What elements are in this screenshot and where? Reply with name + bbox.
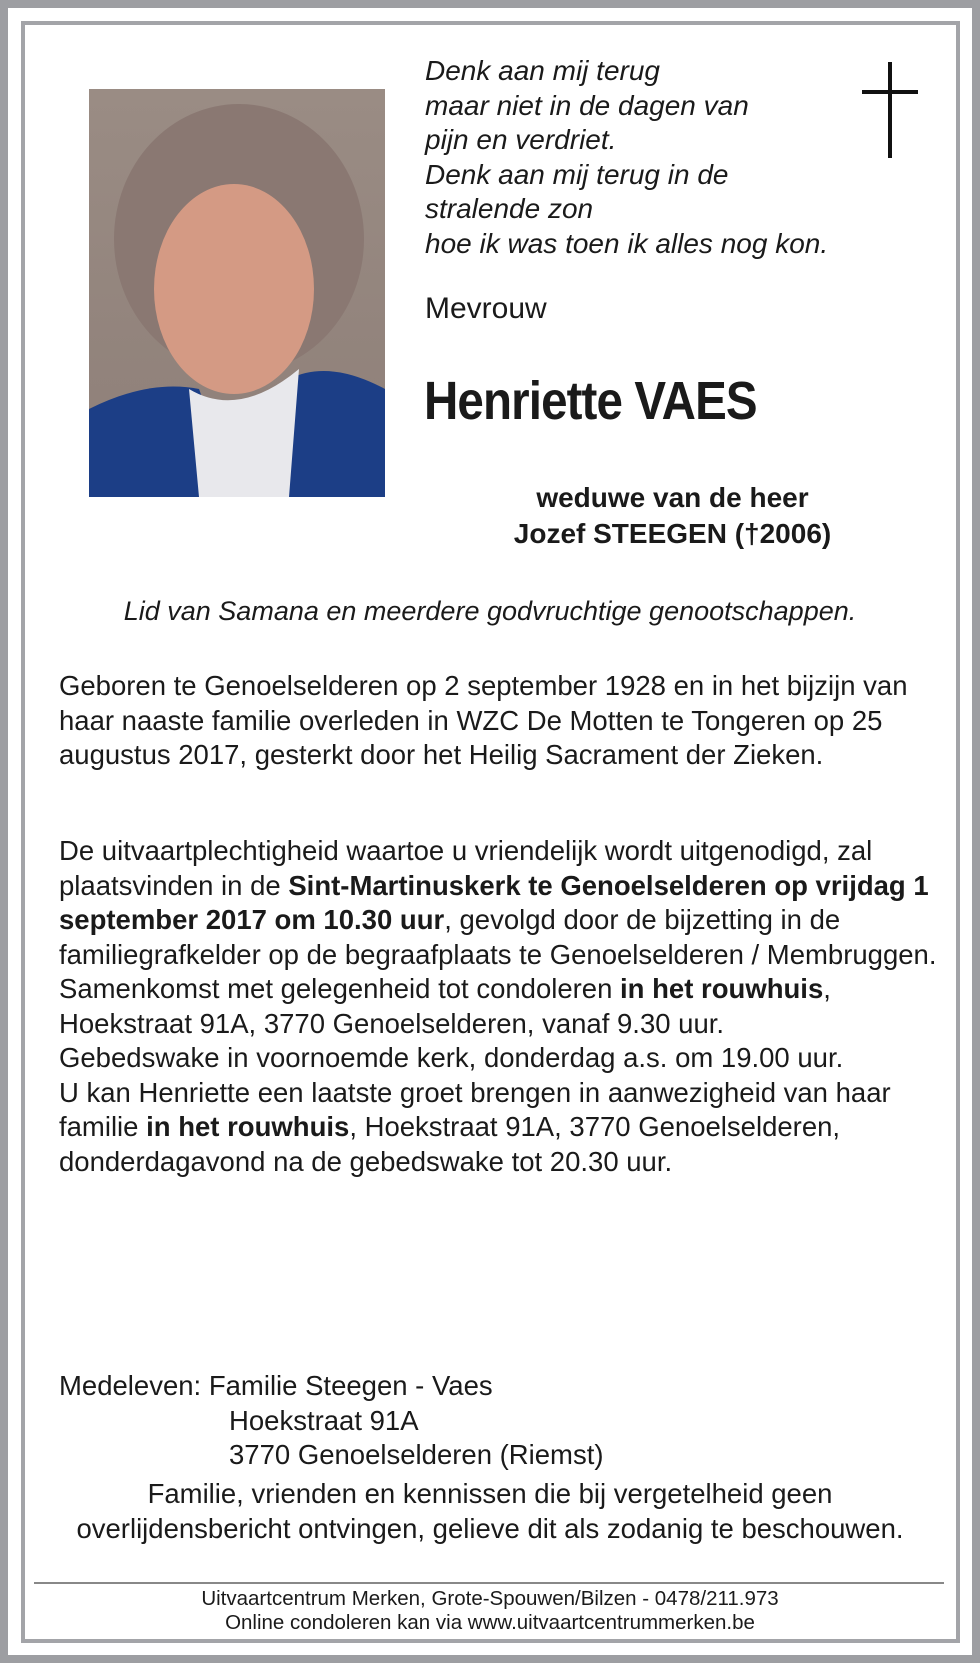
visitation-location: in het rouwhuis [146, 1111, 350, 1142]
vigil-text: Gebedswake in voornoemde kerk, donderdag a.s. om 19.00 uur. [59, 1042, 844, 1073]
membership: Lid van Samana en meerdere godvruchtige genootschappen. [123, 596, 857, 626]
poem-line: pijn en verdriet. [425, 124, 617, 155]
footer-divider [34, 1582, 944, 1584]
spouse-line: Jozef STEEGEN (†2006) [513, 518, 832, 549]
text: U kan Henriette een laatste groet brengen in aanwezigheid van haar familie [59, 1076, 891, 1142]
text: , Hoekstraat 91A, 3770 Genoelselderen, vanaf 9.30 uur. [59, 973, 831, 1039]
poem-line: maar niet in de dagen van [425, 89, 749, 121]
mourners [59, 1369, 604, 1473]
funeral-location: Sint-Martinuskerk te Genoelselderen op vrijdag 1 september 2017 om 10.30 uur [59, 869, 929, 935]
poem-line: hoe ik was toen ik alles nog kon. [425, 227, 829, 259]
poem-line: Denk aan mij terug [425, 55, 661, 86]
text: , gevolgd door de bijzetting in de familiegrafkelder op de begraafplaats te Genoelselderen / Membruggen. [59, 904, 937, 970]
online-condolence-link[interactable]: Online condoleren kan via www.uitvaartcentrummerken.be [225, 1611, 755, 1634]
mourners-label: Medeleven: [59, 1370, 202, 1401]
poem-line: stralende zon [425, 193, 594, 224]
text: De uitvaartplechtigheid waartoe u vriendelijk wordt uitgenodigd, zal plaatsvinden in de [59, 835, 873, 901]
text: Samenkomst met gelegenheid tot condoleren [59, 973, 621, 1004]
deceased-name: Henriette VAES [424, 371, 757, 431]
mourners-line: Familie Steegen - Vaes [208, 1370, 493, 1401]
text: , Hoekstraat 91A, 3770 Genoelselderen, donderdagavond na de gebedswake tot 20.30 uur. [59, 1111, 841, 1177]
spouse-line: weduwe van de heer [536, 482, 809, 513]
cross-icon [862, 62, 918, 158]
portrait-photo [89, 89, 385, 497]
closing-note: Familie, vrienden en kennissen die bij vergetelheid geen overlijdensbericht ontvingen, gelieve dit als zodanig te beschouwen. [76, 1478, 904, 1544]
poem [425, 54, 828, 261]
funeral-home: Uitvaartcentrum Merken, Grote-Spouwen/Bilzen - 0478/211.973 [201, 1587, 779, 1610]
footer [0, 1587, 980, 1635]
honorific: Mevrouw [425, 292, 547, 325]
mourners-line: Hoekstraat 91A [229, 1404, 419, 1436]
mourners-line: 3770 Genoelselderen (Riemst) [229, 1439, 604, 1470]
birth-death-paragraph: Geboren te Genoelselderen op 2 september 1928 en in het bijzijn van haar naaste familie overleden in WZC De Motten te Tongeren op 25 augustus 2017, gesterkt door het Heilig Sacrament der Zieken. [59, 670, 908, 770]
funeral-paragraph [59, 834, 939, 1179]
poem-line: Denk aan mij terug in de [425, 158, 729, 190]
condolence-location: in het rouwhuis [620, 973, 824, 1004]
spouse-info [425, 480, 920, 552]
